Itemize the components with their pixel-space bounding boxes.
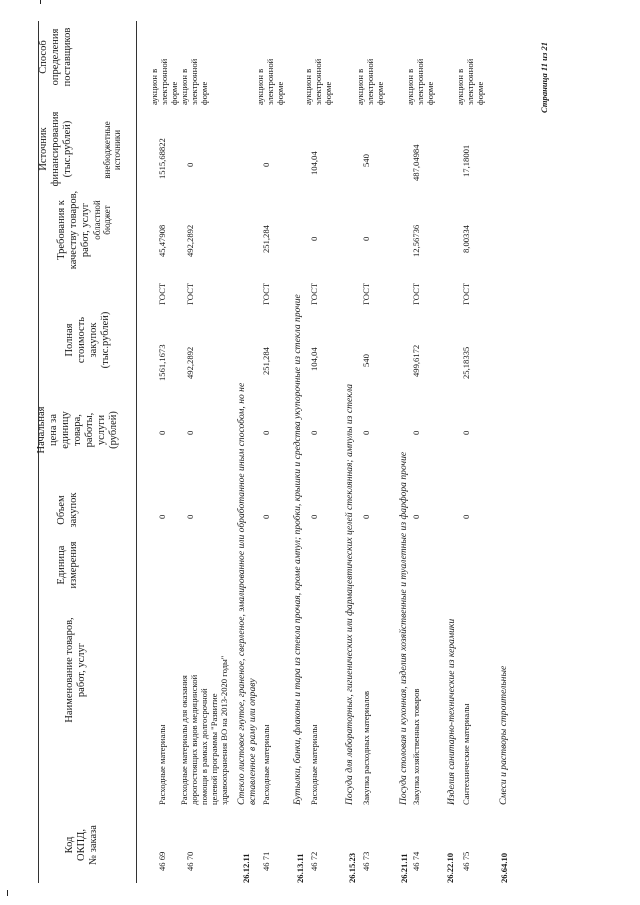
row-poln: 25,18335 [461,346,471,379]
row-obl: 8,00334 [461,225,471,253]
row-nach: 0 [461,430,471,435]
row-obl: 45,47908 [157,224,167,257]
row-obl: 0 [309,236,319,241]
header-obem: Объем закупок [56,492,80,528]
row-poln: 492,2892 [185,346,195,379]
header-ed: Единица измерения [56,541,80,589]
row-naim: Сантехнические материалы [461,703,471,805]
header-ist-vneb: внебюджетные источники [102,121,123,179]
header-treb: Требования к качеству товаров, работ, услуг [56,190,92,270]
row-vneb: 540 [361,154,371,167]
row-kod: 46 70 [185,851,195,871]
row-obem: 0 [185,514,195,519]
row-naim: Расходные материалы для оказания дорогостоящих видов медицинской помощи в рамках долгосрочной целевой программы "Развитие здравоохранения ВО на 2013-2020 годы" [179,655,229,805]
row-naim: Расходные материалы [309,724,319,805]
section-text: Бутылки, банки, флаконы и тара из стекла прочая, кроме ампул; пробки, крышки и средства укупорочные из стекла прочие [292,294,303,805]
section-text: Посуда столовая и кухонная, изделия хозяйственные и туалетные из фарфора прочие [398,451,409,805]
row-treb: ГОСТ [461,282,471,305]
header-poln: Полная стоимость закупок (тыс.рублей) [64,311,112,369]
row-vneb: 1515,68822 [157,138,167,179]
header-kod: Код ОКПД, № заказа [64,825,100,865]
row-vneb: 104,04 [309,151,319,175]
row-nach: 0 [157,430,167,435]
row-sposob: аукцион в электронной форме [255,58,285,105]
row-obl: 12,56736 [411,224,421,257]
row-sposob: аукцион в электронной форме [303,58,333,105]
row-kod: 46 75 [461,851,471,871]
section-text: Смеси и растворы строительные [498,665,509,805]
row-kod: 46 69 [157,851,167,871]
row-obem: 0 [461,514,471,519]
row-vneb: 17,18001 [461,144,471,177]
row-obem: 0 [261,514,271,519]
row-treb: ГОСТ [309,282,319,305]
row-vneb: 0 [185,162,195,167]
section-code: 26.22.10 [445,852,455,883]
row-obl: 251,284 [261,225,271,253]
section-code: 26.21.11 [399,853,409,883]
row-kod: 46 72 [309,851,319,871]
row-poln: 251,284 [261,347,271,375]
row-vneb: 487,04984 [411,144,421,181]
row-obem: 0 [309,514,319,519]
row-kod: 46 73 [361,851,371,871]
scan-mark-left [7,890,8,896]
row-treb: ГОСТ [185,282,195,305]
row-obem: 0 [361,514,371,519]
row-treb: ГОСТ [361,282,371,305]
header-sposob: Способ определения поставщиков [38,27,74,87]
scan-mark-top [40,0,41,4]
row-naim: Расходные материалы [261,724,271,805]
header-ist-obl: областной бюджет [92,200,113,240]
section-text: Посуда для лабораторных, гигиенических или фармацевтических целей стеклянная; ампулы из стекла [344,383,355,805]
row-naim: Закупка расходных материалов [361,690,371,805]
row-poln: 499,6172 [411,344,421,377]
row-poln: 540 [361,354,371,367]
section-code: 26.12.11 [241,853,251,883]
row-kod: 46 71 [261,851,271,871]
row-vneb: 0 [261,162,271,167]
section-code: 26.64.10 [499,852,509,883]
row-nach: 0 [411,430,421,435]
row-naim: Расходные материалы [157,724,167,805]
row-treb: ГОСТ [261,282,271,305]
row-obl: 492,2892 [185,224,195,257]
row-poln: 1561,1673 [157,344,167,381]
row-sposob: аукцион в электронной форме [179,58,209,105]
header-naim: Наименование товаров, работ, услуг [64,617,88,723]
row-sposob: аукцион в электронной форме [405,58,435,105]
row-treb: ГОСТ [411,282,421,305]
row-nach: 0 [261,430,271,435]
row-sposob: аукцион в электронной форме [355,58,385,105]
section-code: 26.13.11 [295,853,305,883]
row-sposob: аукцион в электронной форме [455,58,485,105]
section-text: Стекло листовое гнутое, граненое, сверленое, эмалированное или обработанное иным способом, но не вставленное в раму или оправу [236,382,259,805]
header-nach: Начальная цена за единицу товара, работы, услуги (рублей) [36,406,120,454]
row-naim: Закупка хозяйственных товаров [411,688,421,805]
row-nach: 0 [185,430,195,435]
section-text: Изделия санитарно-технические из керамики [446,618,457,805]
row-poln: 104,04 [309,347,319,371]
row-obl: 0 [361,236,371,241]
section-code: 26.15.23 [347,852,357,883]
row-nach: 0 [309,430,319,435]
header-ist: Источник финансирования (тыс.рублей) [38,111,74,187]
page-number: Страница 11 из 21 [539,41,549,113]
row-sposob: аукцион в электронной форме [149,58,179,105]
row-treb: ГОСТ [157,282,167,305]
row-obem: 0 [157,514,167,519]
row-nach: 0 [361,430,371,435]
row-kod: 46 74 [411,851,421,871]
row-obem: 0 [411,514,421,519]
header-bottom-rule [136,21,137,883]
